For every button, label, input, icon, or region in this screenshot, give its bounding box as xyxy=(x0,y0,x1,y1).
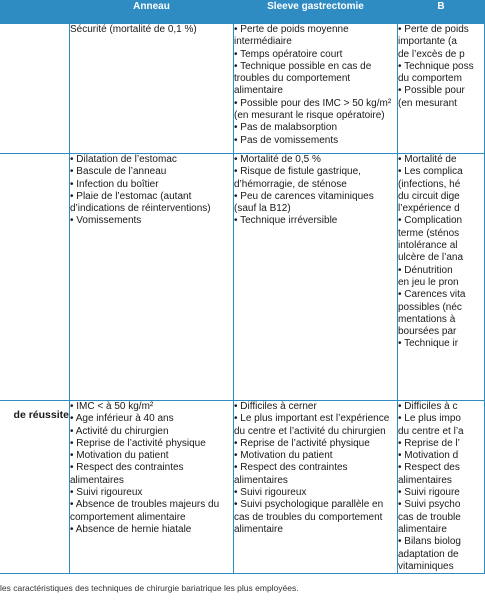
list-item: • Respect des contraintes alimentaires xyxy=(234,462,348,486)
list-item: • Peu de carences vitaminiques (sauf la B12) xyxy=(234,190,374,215)
list-item: boursées par xyxy=(398,326,457,338)
list-item: alimentaire xyxy=(398,523,447,535)
list-item: • Technique possible en cas de troubles du comportement alimentaire xyxy=(234,60,372,97)
header-sleeve: Sleeve gastrectomie xyxy=(234,1,398,24)
list-item: • Suivi rigoure xyxy=(398,487,460,499)
list-item: (en mesurant xyxy=(398,97,457,109)
list-item: • Suivi psychologique parallèle en cas de troubles du comportement alimentaire xyxy=(234,499,384,535)
cell-sleeve-drawbacks xyxy=(234,154,398,401)
list-item: cas de trouble xyxy=(398,511,461,523)
list-item: • Absence de hernie hiatale xyxy=(70,523,192,535)
list-anneau-drawbacks xyxy=(70,154,233,228)
list-item: • Dilatation de l’estomac xyxy=(70,154,177,165)
list-item: vitaminiques xyxy=(398,560,454,572)
list-item: • Motivation du patient xyxy=(70,450,169,462)
list-item: • Possible pour des IMC > 50 kg/m² (en mesurant le risque opératoire) xyxy=(234,97,392,122)
list-item: • Absence de troubles majeurs du comportement alimentaire xyxy=(70,499,220,523)
table-header-row xyxy=(0,1,485,24)
row-label-drawbacks xyxy=(0,154,70,401)
list-item: • Activité du chirurgien xyxy=(70,425,169,437)
list-item: importante (a xyxy=(398,36,457,48)
list-bypass-drawbacks xyxy=(398,154,484,351)
list-item: • Possible pour xyxy=(398,85,465,97)
list-sleeve-drawbacks xyxy=(234,154,397,228)
cell-bypass-success xyxy=(398,401,485,574)
list-bypass-success xyxy=(398,401,484,573)
list-item: • Les complica xyxy=(398,166,463,178)
table-caption: les caractéristiques des techniques de chirurgie bariatrique les plus employées. xyxy=(0,583,299,593)
cell-anneau-drawbacks xyxy=(70,154,234,401)
list-item: • Mortalité de xyxy=(398,154,457,165)
cell-anneau-advantages xyxy=(70,24,234,154)
list-item: • Pas de vomissements xyxy=(234,134,339,146)
list-item: • Le plus impo xyxy=(398,413,461,425)
list-item: • Pas de malabsorption xyxy=(234,122,338,134)
list-item: • Technique poss xyxy=(398,60,474,72)
list-item: • Infection du boîtier xyxy=(70,178,159,190)
list-item: de l’excès de p xyxy=(398,48,465,60)
list-item: ulcère de l’ana xyxy=(398,252,464,264)
table-row-success xyxy=(0,401,485,574)
list-item: • Reprise de l’activité physique xyxy=(70,437,206,449)
list-item: • Complication xyxy=(398,215,463,227)
header-empty xyxy=(0,1,70,24)
list-anneau-advantages xyxy=(70,24,233,36)
list-item: • IMC < à 50 kg/m² xyxy=(70,401,154,412)
row-label-success: de réussite xyxy=(0,401,70,574)
cell-anneau-success xyxy=(70,401,234,574)
list-item: • Difficiles à c xyxy=(398,401,458,412)
cell-sleeve-advantages xyxy=(234,24,398,154)
list-item: • Suivi rigoureux xyxy=(70,487,143,499)
list-item: du comportem xyxy=(398,73,462,85)
list-item: du circuit dige xyxy=(398,190,460,202)
list-item: • Suivi rigoureux xyxy=(234,487,307,499)
list-item: • Reprise de l’activité physique xyxy=(234,437,370,449)
list-item: • Le plus important est l’expérience du centre et l’activité du chirurgien xyxy=(234,413,390,437)
list-item: • Vomissements xyxy=(70,215,142,227)
list-item: • Temps opératoire court xyxy=(234,48,343,60)
list-item: • Dénutrition xyxy=(398,264,453,276)
list-item: • Bascule de l’anneau xyxy=(70,166,167,178)
list-item: • Motivation du patient xyxy=(234,450,333,462)
list-item: en jeu le pron xyxy=(398,276,459,288)
row-label-advantages xyxy=(0,24,70,154)
list-item: • Perte de poids moyenne intermédiaire xyxy=(234,24,349,48)
list-item: (infections, hé xyxy=(398,178,461,190)
list-item: possibles (néc xyxy=(398,301,462,313)
table-row-advantages xyxy=(0,24,485,154)
list-bypass-advantages xyxy=(398,24,484,110)
list-item: • Difficiles à cerner xyxy=(234,401,317,412)
list-item: alimentaires xyxy=(398,474,452,486)
list-item: • Carences vita xyxy=(398,289,466,301)
list-item: • Plaie de l’estomac (autant d’indications de réinterventions) xyxy=(70,190,211,215)
list-sleeve-success xyxy=(234,401,397,536)
list-item: • Reprise de l’ xyxy=(398,437,460,449)
list-item: • Risque de fistule gastrique, d’hémorragie, de sténose xyxy=(234,166,361,190)
list-item: intolérance al xyxy=(398,240,458,252)
cell-sleeve-success xyxy=(234,401,398,574)
list-item: • Respect des contraintes alimentaires xyxy=(70,462,184,486)
cell-bypass-advantages xyxy=(398,24,485,154)
table-row-drawbacks xyxy=(0,154,485,401)
list-item: • Perte de poids xyxy=(398,24,469,35)
list-anneau-success xyxy=(70,401,233,536)
list-item: mentations à xyxy=(398,313,456,325)
list-item: • Technique ir xyxy=(398,338,459,350)
list-item: • Suivi psycho xyxy=(398,499,461,511)
list-item: • Bilans biolog xyxy=(398,536,461,548)
list-item: Sécurité (mortalité de 0,1 %) xyxy=(70,24,197,35)
cell-bypass-drawbacks xyxy=(398,154,485,401)
header-anneau: Anneau xyxy=(70,1,234,24)
list-sleeve-advantages xyxy=(234,24,397,147)
list-item: • Age inférieur à 40 ans xyxy=(70,413,174,425)
list-item: du centre et l’a xyxy=(398,425,464,437)
list-item: • Respect des xyxy=(398,462,460,474)
list-item: • Mortalité de 0,5 % xyxy=(234,154,321,165)
list-item: terme (sténos xyxy=(398,227,460,239)
list-item: • Technique irréversible xyxy=(234,215,338,227)
list-item: l’expérience d xyxy=(398,203,460,215)
header-bypass: B xyxy=(398,1,485,24)
list-item: adaptation de xyxy=(398,548,459,560)
list-item: • Motivation d xyxy=(398,450,459,462)
